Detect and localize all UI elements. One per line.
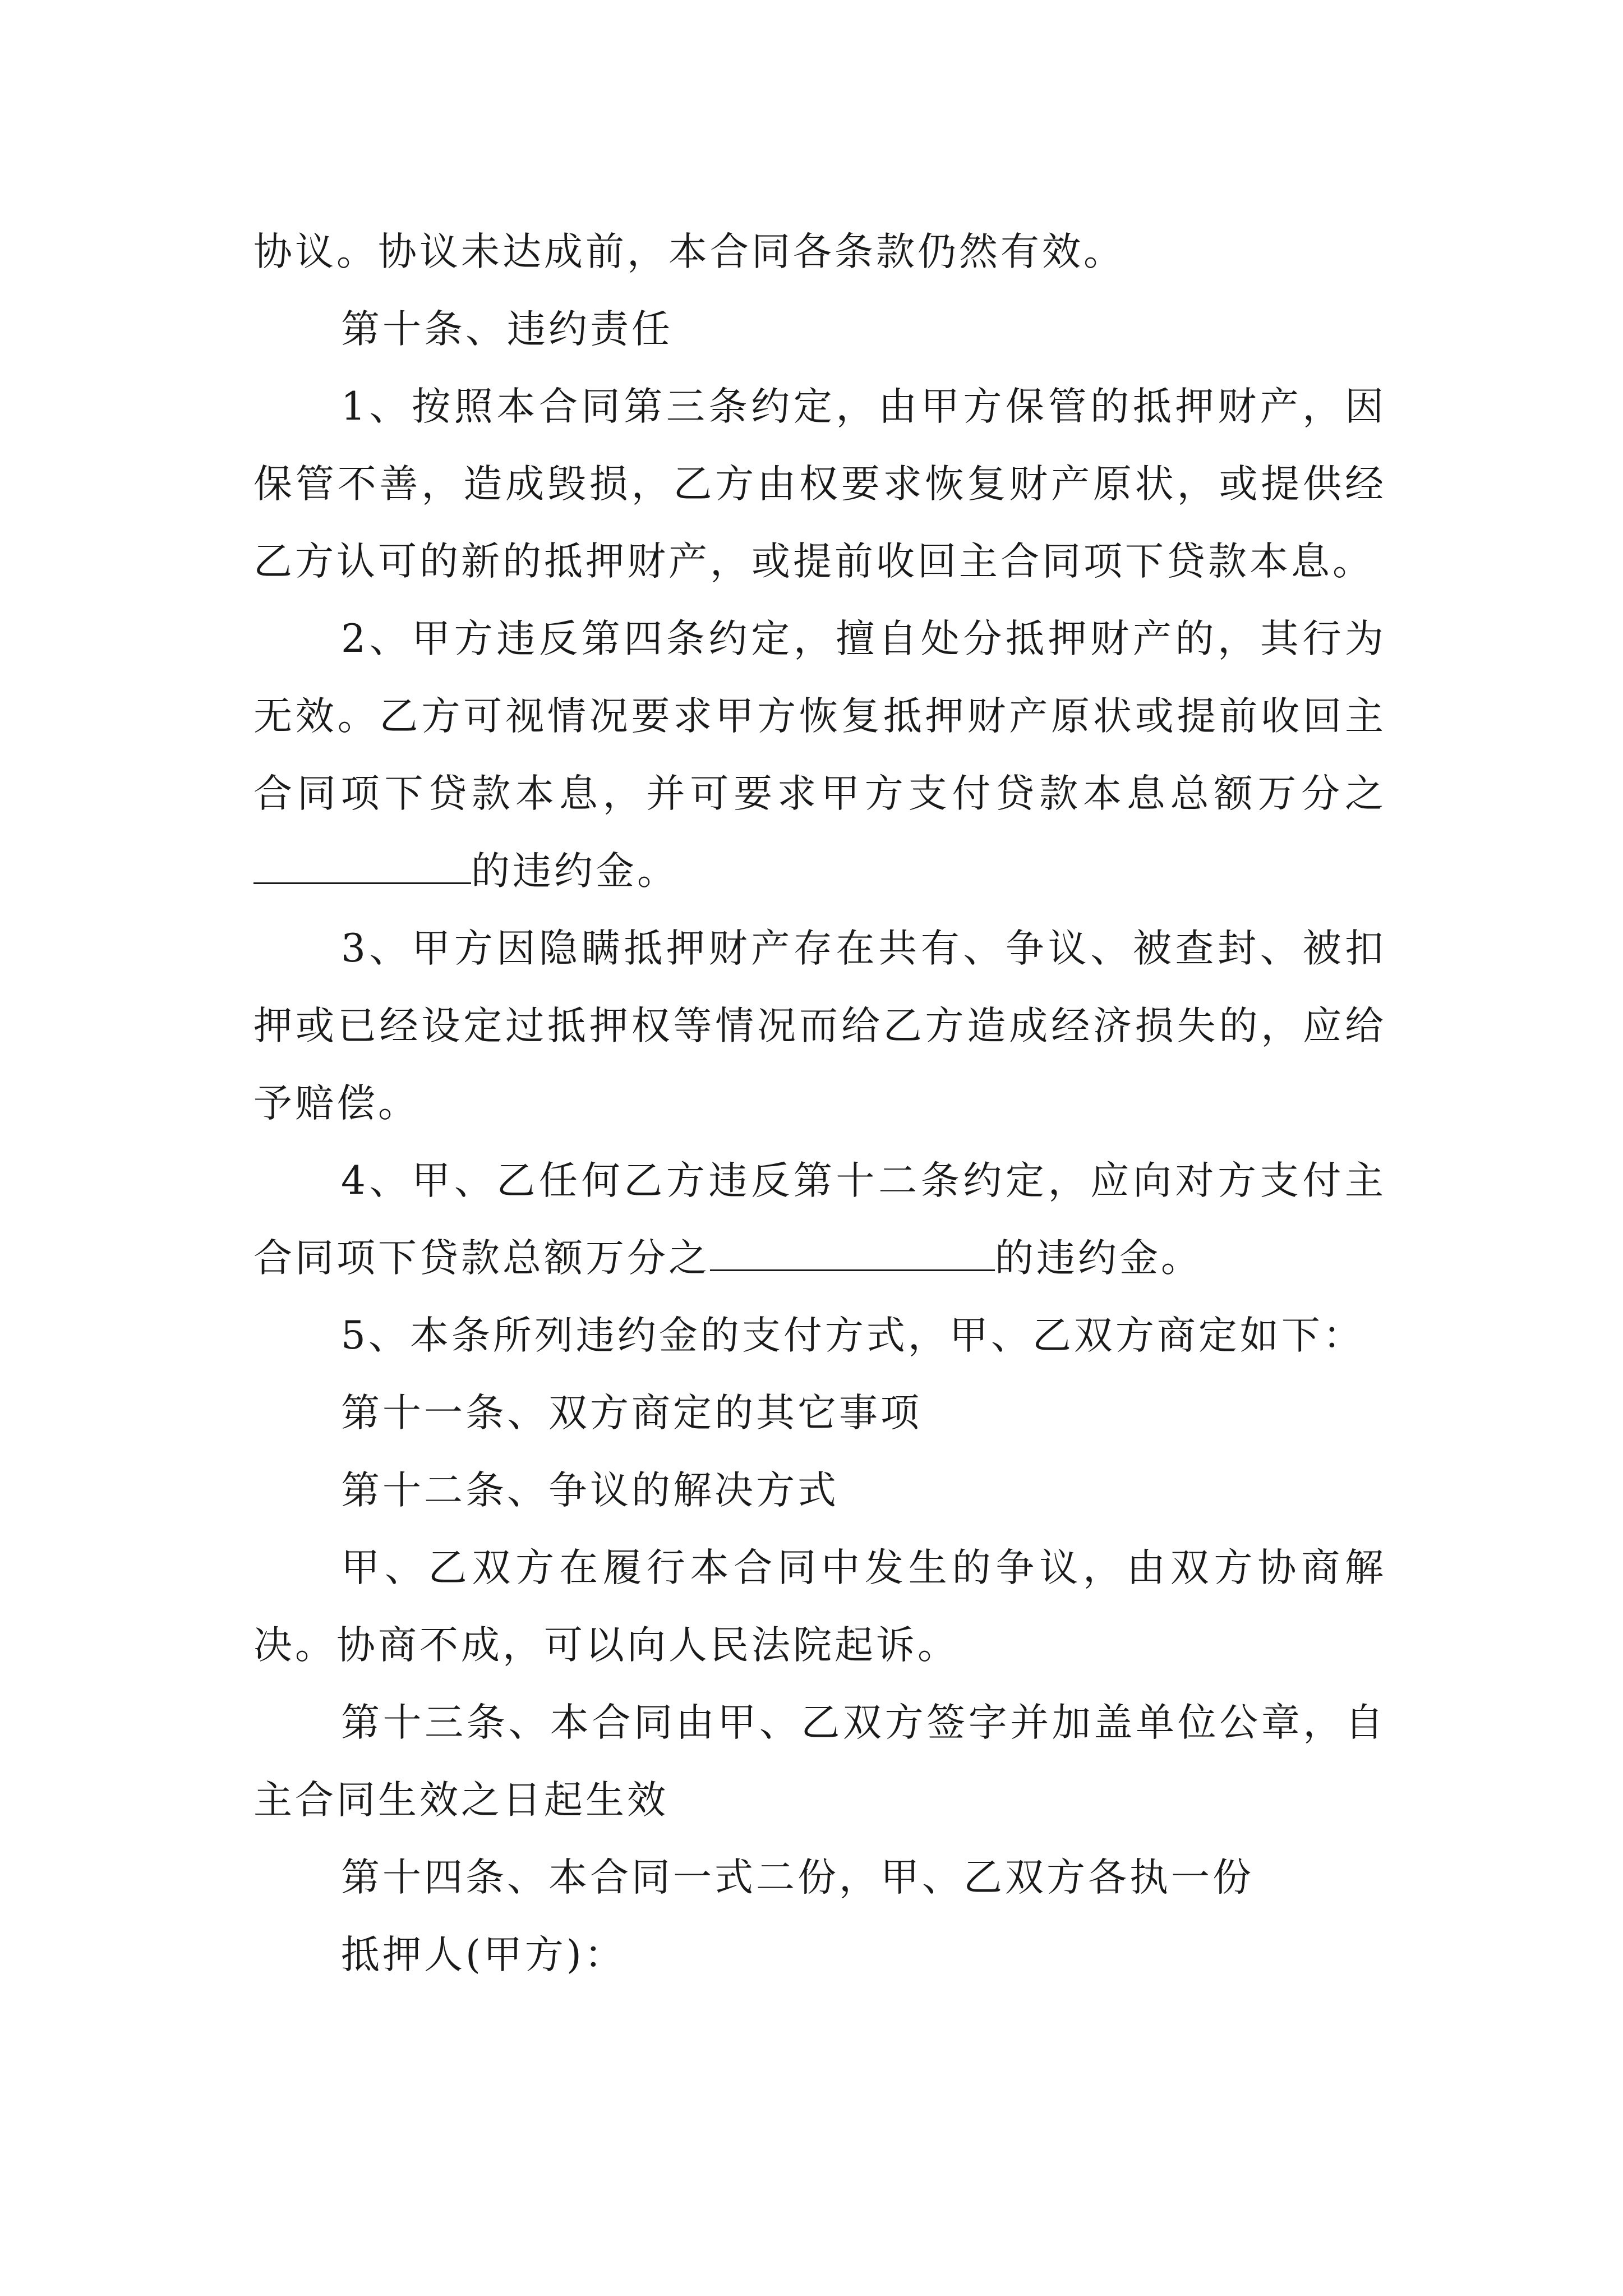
article-10-clause-2 [253,600,1386,910]
clause-2-text-before: 2、甲方违反第四条约定，擅自处分抵押财产的，其行为无效。乙方可视情况要求甲方恢复抵押财产原状或提前收回主合同项下贷款本息，并可要求甲方支付贷款本息总额万分之 [253,616,1386,816]
article-10-clause-5: 5、本条所列违约金的支付方式，甲、乙双方商定如下： [341,1313,1364,1358]
paragraph-continuation: 协议。协议未达成前，本合同各条款仍然有效。 [253,229,1125,274]
contract-text [253,213,1386,1994]
article-10-clause-1: 1、按照本合同第三条约定，由甲方保管的抵押财产，因保管不善，造成毁损，乙方由权要求恢复财产原状，或提供经乙方认可的新的抵押财产，或提前收回主合同项下贷款本息。 [253,384,1386,584]
penalty-rate-blank-1 [253,843,471,884]
clause-4-text-before: 4、甲、乙任何乙方违反第十二条约定，应向对方支付主合同项下贷款总额万分之 [253,1158,1386,1281]
article-10-clause-4 [253,1142,1386,1297]
article-12-body: 甲、乙双方在履行本合同中发生的争议，由双方协商解决。协商不成，可以向人民法院起诉。 [253,1545,1386,1668]
mortgagor-signature-label: 抵押人(甲方)： [341,1932,626,1977]
article-12-heading: 第十二条、争议的解决方式 [341,1468,839,1513]
clause-4-text-after: 的违约金。 [995,1236,1202,1281]
penalty-rate-blank-2 [710,1230,995,1271]
article-11-heading: 第十一条、双方商定的其它事项 [341,1391,922,1435]
article-14: 第十四条、本合同一式二份，甲、乙双方各执一份 [341,1855,1254,1900]
article-13: 第十三条、本合同由甲、乙双方签字并加盖单位公章，自主合同生效之日起生效 [253,1700,1386,1823]
clause-2-text-after: 的违约金。 [471,849,679,894]
article-10-heading: 第十条、违约责任 [341,307,673,352]
article-10-clause-3: 3、甲方因隐瞒抵押财产存在共有、争议、被查封、被扣押或已经设定过抵押权等情况而给乙方造成经济损失的，应给予赔偿。 [253,926,1386,1126]
